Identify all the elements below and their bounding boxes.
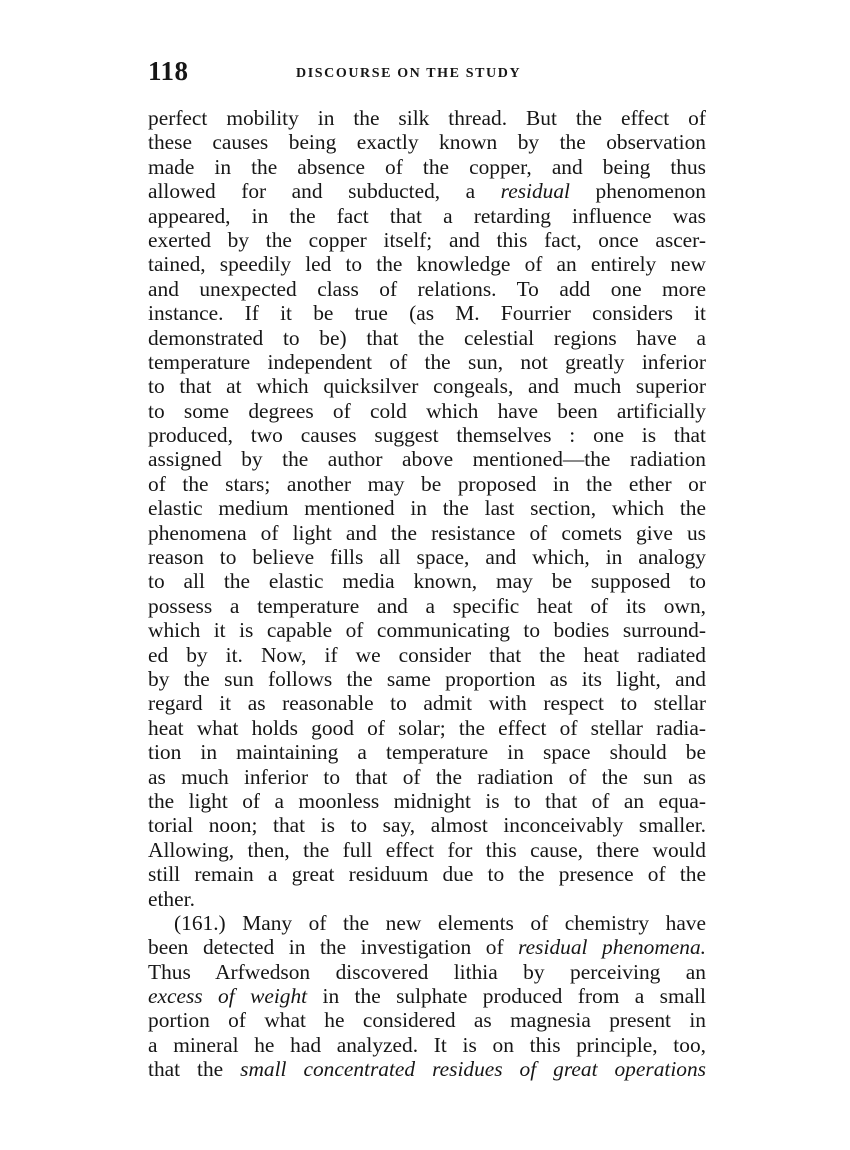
text-line <box>148 521 706 545</box>
text-segment: Thus Arfwedson discovered lithia by perceiving an <box>148 959 706 984</box>
text-segment: phenomena of light and the resistance of comets give us <box>148 520 706 545</box>
text-segment: demonstrated to be) that the celestial regions have a <box>148 325 706 350</box>
text-line <box>148 252 706 276</box>
text-line <box>148 594 706 618</box>
italic-text: small concentrated residues of great operations <box>240 1057 706 1082</box>
text-line <box>148 326 706 350</box>
text-line <box>148 691 706 715</box>
italic-text: residual <box>500 179 570 204</box>
text-segment: portion of what he considered as magnesia present in <box>148 1008 706 1033</box>
text-segment: that the <box>148 1057 241 1082</box>
text-line <box>148 399 706 423</box>
text-segment: a mineral he had analyzed. It is on this principle, too, <box>148 1032 706 1057</box>
text-segment: to that at which quicksilver congeals, and much superior <box>148 374 706 399</box>
text-line <box>148 277 706 301</box>
text-line <box>148 643 706 667</box>
text-line <box>148 862 706 886</box>
text-segment: elastic medium mentioned in the last section, which the <box>148 496 706 521</box>
text-line <box>148 301 706 325</box>
text-segment: as much inferior to that of the radiation of the sun as <box>148 764 706 789</box>
text-segment: these causes being exactly known by the observation <box>148 130 706 155</box>
text-segment: torial noon; that is to say, almost inconceivably smaller. <box>148 813 706 838</box>
text-line <box>148 130 706 154</box>
text-line <box>148 716 706 740</box>
text-line <box>148 496 706 520</box>
text-segment: still remain a great residuum due to the presence of the <box>148 862 706 887</box>
text-line <box>148 960 706 984</box>
text-segment: assigned by the author above mentioned—the radiation <box>148 447 706 472</box>
text-line <box>148 228 706 252</box>
text-segment: in the sulphate produced from a small <box>307 984 706 1009</box>
text-line <box>148 887 706 911</box>
text-segment: temperature independent of the sun, not greatly inferior <box>148 349 706 374</box>
text-segment: perfect mobility in the silk thread. But the effect of <box>148 106 706 130</box>
text-segment: appeared, in the fact that a retarding influence was <box>148 203 706 228</box>
text-segment: instance. If it be true (as M. Fourrier considers it <box>148 301 706 326</box>
text-segment: produced, two causes suggest themselves : one is that <box>148 423 706 448</box>
text-segment: by the sun follows the same proportion as its light, and <box>148 666 706 691</box>
text-segment: the light of a moonless midnight is to that of an equa- <box>148 788 706 813</box>
text-line <box>148 179 706 203</box>
text-segment: tained, speedily led to the knowledge of an entirely new <box>148 252 706 277</box>
text-line <box>148 667 706 691</box>
text-segment: Allowing, then, the full effect for this cause, there would <box>148 837 706 862</box>
text-segment: and unexpected class of relations. To add one more <box>148 276 706 301</box>
text-line <box>148 155 706 179</box>
paragraph <box>148 106 706 911</box>
text-segment: to all the elastic media known, may be supposed to <box>148 569 706 594</box>
text-segment: of the stars; another may be proposed in the ether or <box>148 471 706 496</box>
text-line <box>148 618 706 642</box>
text-segment: tion in maintaining a temperature in space should be <box>148 740 706 765</box>
text-segment: made in the absence of the copper, and being thus <box>148 154 706 179</box>
text-line <box>148 423 706 447</box>
text-line <box>148 838 706 862</box>
text-line <box>148 569 706 593</box>
text-line <box>148 545 706 569</box>
text-segment: heat what holds good of solar; the effect of stellar radia- <box>148 715 706 740</box>
text-line <box>148 1033 706 1057</box>
text-segment: possess a temperature and a specific heat of its own, <box>148 593 706 618</box>
text-line <box>148 472 706 496</box>
text-segment: (161.) Many of the new elements of chemistry have <box>174 910 706 935</box>
text-segment: to some degrees of cold which have been artificially <box>148 398 706 423</box>
text-line <box>148 1057 706 1081</box>
text-line <box>148 789 706 813</box>
text-line <box>148 374 706 398</box>
text-line <box>148 1008 706 1032</box>
body-text <box>148 106 706 1082</box>
text-line <box>148 350 706 374</box>
text-line <box>148 935 706 959</box>
text-segment: phenomenon <box>570 179 707 204</box>
paragraph <box>148 911 706 1082</box>
text-segment: exerted by the copper itself; and this fact, once ascer- <box>148 227 706 252</box>
text-line <box>148 765 706 789</box>
text-line <box>148 813 706 837</box>
text-segment: which it is capable of communicating to bodies surround- <box>148 618 706 643</box>
text-segment: reason to believe fills all space, and which, in analogy <box>148 545 706 570</box>
text-segment: regard it as reasonable to admit with respect to stellar <box>148 691 706 716</box>
text-line <box>148 911 706 935</box>
text-segment: ed by it. Now, if we consider that the heat radiated <box>148 642 706 667</box>
text-line <box>148 740 706 764</box>
text-line <box>148 984 706 1008</box>
text-segment: allowed for and subducted, a <box>148 179 501 204</box>
page-number: 118 <box>148 56 189 86</box>
text-line <box>148 106 706 130</box>
running-head <box>148 56 708 92</box>
text-segment: been detected in the investigation of <box>148 935 519 960</box>
italic-text: residual phenomena. <box>518 935 707 960</box>
text-line <box>148 447 706 471</box>
text-line <box>148 204 706 228</box>
italic-text: excess of weight <box>148 984 308 1009</box>
text-segment: ether. <box>148 886 195 911</box>
running-title: DISCOURSE ON THE STUDY <box>296 66 522 81</box>
